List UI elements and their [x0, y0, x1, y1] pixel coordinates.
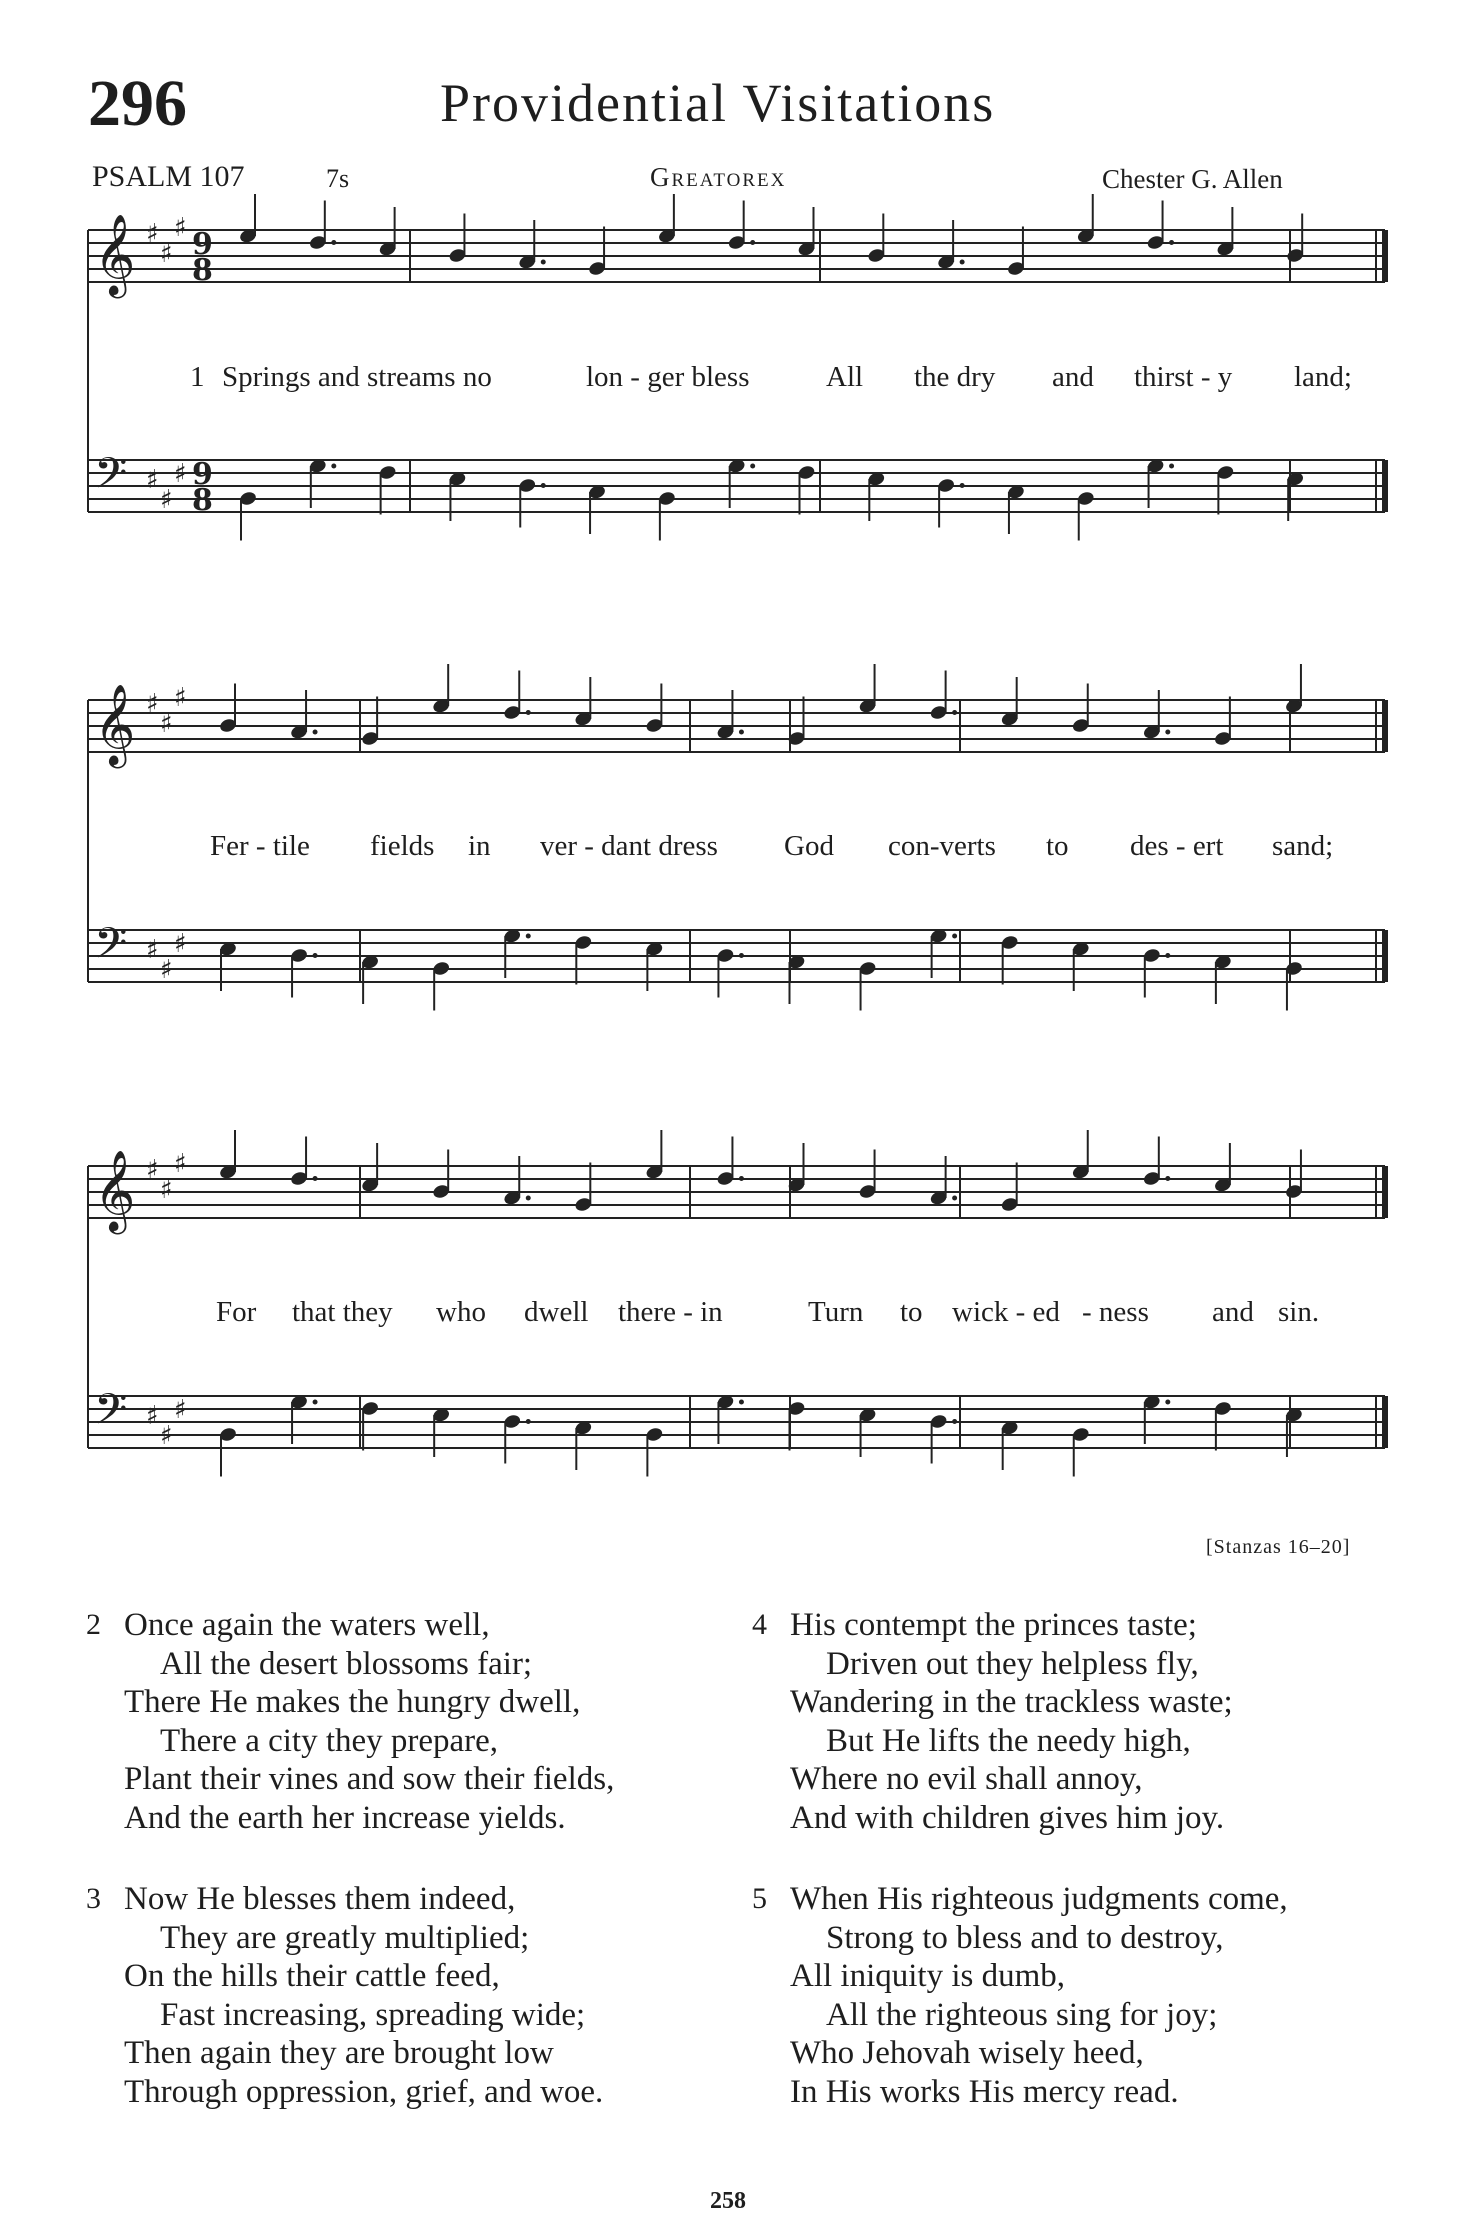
dot-icon	[952, 934, 957, 939]
stanza-2	[86, 1606, 764, 1837]
dot-icon	[541, 483, 546, 488]
dot-icon	[952, 1419, 957, 1424]
stanza-line: Wandering in the trackless waste;	[790, 1684, 1233, 1720]
time-signature-icon: 9	[192, 227, 213, 262]
meter: 7s	[326, 164, 350, 193]
treble-clef-icon: 𝄞	[94, 213, 136, 295]
lyric-syllable: God	[784, 830, 834, 862]
lyric-syllable: and	[1212, 1296, 1254, 1328]
dot-icon	[313, 953, 318, 958]
lyric-syllable: des - ert	[1130, 830, 1224, 862]
dot-icon	[331, 464, 336, 469]
dot-icon	[313, 1400, 318, 1405]
stanza-line: Fast increasing, spreading wide;	[160, 1996, 586, 2033]
stanza-line: But He lifts the needy high,	[826, 1722, 1191, 1759]
sharp-icon: ♯	[174, 213, 187, 243]
lyric-syllable: con-verts	[888, 830, 996, 862]
dot-icon	[960, 483, 965, 488]
lyric-syllable: wick - ed	[952, 1296, 1060, 1328]
tune-name: Greatorex	[650, 162, 787, 192]
lyric-syllable: thirst - y	[1134, 361, 1233, 393]
page-number: 258	[710, 2188, 746, 2214]
dot-icon	[1165, 1176, 1170, 1181]
lyric-syllable: there - in	[618, 1296, 723, 1328]
sharp-icon: ♯	[160, 485, 173, 515]
lyric-syllable: to	[900, 1296, 923, 1328]
sharp-icon: ♯	[174, 1149, 187, 1179]
stanza-number: 5	[752, 1882, 767, 1915]
lyric-syllable: All	[826, 361, 864, 393]
composer: Chester G. Allen	[1102, 164, 1283, 194]
dot-icon	[1165, 1400, 1170, 1405]
stanza-line: In His works His mercy read.	[790, 2073, 1179, 2110]
stanza-line: Plant their vines and sow their fields,	[124, 1761, 615, 1797]
stanza-3	[86, 1880, 764, 2111]
stanza-line: Once again the waters well,	[124, 1607, 490, 1643]
lyric-syllable: ver - dant dress	[540, 830, 718, 862]
dot-icon	[1169, 240, 1174, 245]
dot-icon	[526, 934, 531, 939]
time-signature-icon: 9	[192, 457, 213, 492]
stanza-5	[752, 1880, 1430, 2111]
lyric-syllable: - ness	[1082, 1296, 1149, 1328]
dot-icon	[313, 1176, 318, 1181]
sharp-icon: ♯	[174, 459, 187, 489]
dot-icon	[541, 260, 546, 265]
lyric-syllable: fields	[370, 830, 435, 862]
stanza-line: All the desert blossoms fair;	[160, 1645, 533, 1682]
sharp-icon: ♯	[146, 1155, 159, 1185]
sharp-icon: ♯	[174, 1395, 187, 1425]
lyric-syllable: to	[1046, 830, 1069, 862]
bass-clef-icon: 𝄢	[94, 1385, 128, 1445]
stanza-line: Where no evil shall annoy,	[790, 1761, 1143, 1797]
lyric-syllable: sand;	[1272, 830, 1334, 862]
stanza-line: And the earth her increase yields.	[124, 1799, 566, 1836]
lyric-syllable: dwell	[524, 1296, 589, 1328]
dot-icon	[526, 710, 531, 715]
stanza-line: Strong to bless and to destroy,	[826, 1919, 1224, 1956]
lyric-syllable: the dry	[914, 361, 996, 393]
stanza-line: There He makes the hungry dwell,	[124, 1684, 581, 1720]
lyric-syllable: in	[468, 830, 491, 862]
stanza-note: [Stanzas 16–20]	[1206, 1536, 1351, 1558]
stanza-number: 3	[86, 1882, 101, 1915]
stanza-line: All the righteous sing for joy;	[826, 1996, 1218, 2033]
sharp-icon: ♯	[160, 955, 173, 985]
dot-icon	[952, 710, 957, 715]
dot-icon	[739, 730, 744, 735]
hymn-number: 296	[88, 67, 187, 140]
dot-icon	[1165, 730, 1170, 735]
lyric-syllable: that they	[292, 1296, 393, 1328]
sharp-icon: ♯	[146, 935, 159, 965]
lyric-syllable: Springs and streams no	[222, 361, 492, 393]
lyric-syllable: Turn	[808, 1296, 864, 1328]
sharp-icon: ♯	[160, 239, 173, 269]
lyric-syllable: land;	[1294, 361, 1352, 393]
lyric-syllable: who	[436, 1296, 486, 1328]
sharp-icon: ♯	[174, 683, 187, 713]
stanza-line: His contempt the princes taste;	[790, 1607, 1197, 1643]
stanza-line: All iniquity is dumb,	[790, 1958, 1066, 1994]
sharp-icon: ♯	[160, 1175, 173, 1205]
stanza-line: Driven out they helpless fly,	[826, 1645, 1199, 1682]
sharp-icon: ♯	[146, 689, 159, 719]
stanza-line: Now He blesses them indeed,	[124, 1881, 516, 1917]
sharp-icon: ♯	[160, 709, 173, 739]
stanza-line: Who Jehovah wisely heed,	[790, 2035, 1144, 2071]
sharp-icon: ♯	[160, 1421, 173, 1451]
dot-icon	[960, 260, 965, 265]
bass-clef-icon: 𝄢	[94, 449, 128, 509]
sharp-icon: ♯	[146, 465, 159, 495]
dot-icon	[952, 1196, 957, 1201]
sharp-icon: ♯	[146, 219, 159, 249]
dot-icon	[1169, 464, 1174, 469]
stanza-4	[752, 1606, 1430, 1837]
lyric-syllable: lon - ger bless	[586, 361, 750, 393]
dot-icon	[331, 240, 336, 245]
treble-clef-icon: 𝄞	[94, 1149, 136, 1231]
psalm-reference: PSALM 107	[92, 160, 245, 193]
lyric-syllable: For	[216, 1296, 257, 1328]
stanza-line: When His righteous judgments come,	[790, 1881, 1288, 1917]
dot-icon	[526, 1196, 531, 1201]
stanza-line: Then again they are brought low	[124, 2035, 554, 2071]
stanza-line: On the hills their cattle feed,	[124, 1958, 500, 1994]
dot-icon	[750, 464, 755, 469]
dot-icon	[739, 953, 744, 958]
stanza-line: Through oppression, grief, and woe.	[124, 2073, 604, 2110]
stanza-line: And with children gives him joy.	[790, 1799, 1225, 1836]
dot-icon	[526, 1419, 531, 1424]
dot-icon	[739, 1176, 744, 1181]
stanza-number: 4	[752, 1608, 767, 1641]
bass-clef-icon: 𝄢	[94, 919, 128, 979]
sharp-icon: ♯	[174, 929, 187, 959]
time-signature-icon: 8	[192, 253, 213, 288]
dot-icon	[750, 240, 755, 245]
lyric-syllable: sin.	[1278, 1296, 1320, 1328]
lyric-syllable: and	[1052, 361, 1094, 393]
lyric-verse-number: 1	[190, 361, 205, 393]
treble-clef-icon: 𝄞	[94, 683, 136, 765]
hymn-title: Providential Visitations	[440, 73, 996, 133]
stanza-line: They are greatly multiplied;	[160, 1919, 530, 1956]
stanza-number: 2	[86, 1608, 101, 1641]
dot-icon	[1165, 953, 1170, 958]
lyric-syllable: Fer - tile	[210, 830, 310, 862]
time-signature-icon: 8	[192, 483, 213, 518]
sharp-icon: ♯	[146, 1401, 159, 1431]
dot-icon	[739, 1400, 744, 1405]
dot-icon	[313, 730, 318, 735]
stanza-line: There a city they prepare,	[160, 1722, 499, 1759]
